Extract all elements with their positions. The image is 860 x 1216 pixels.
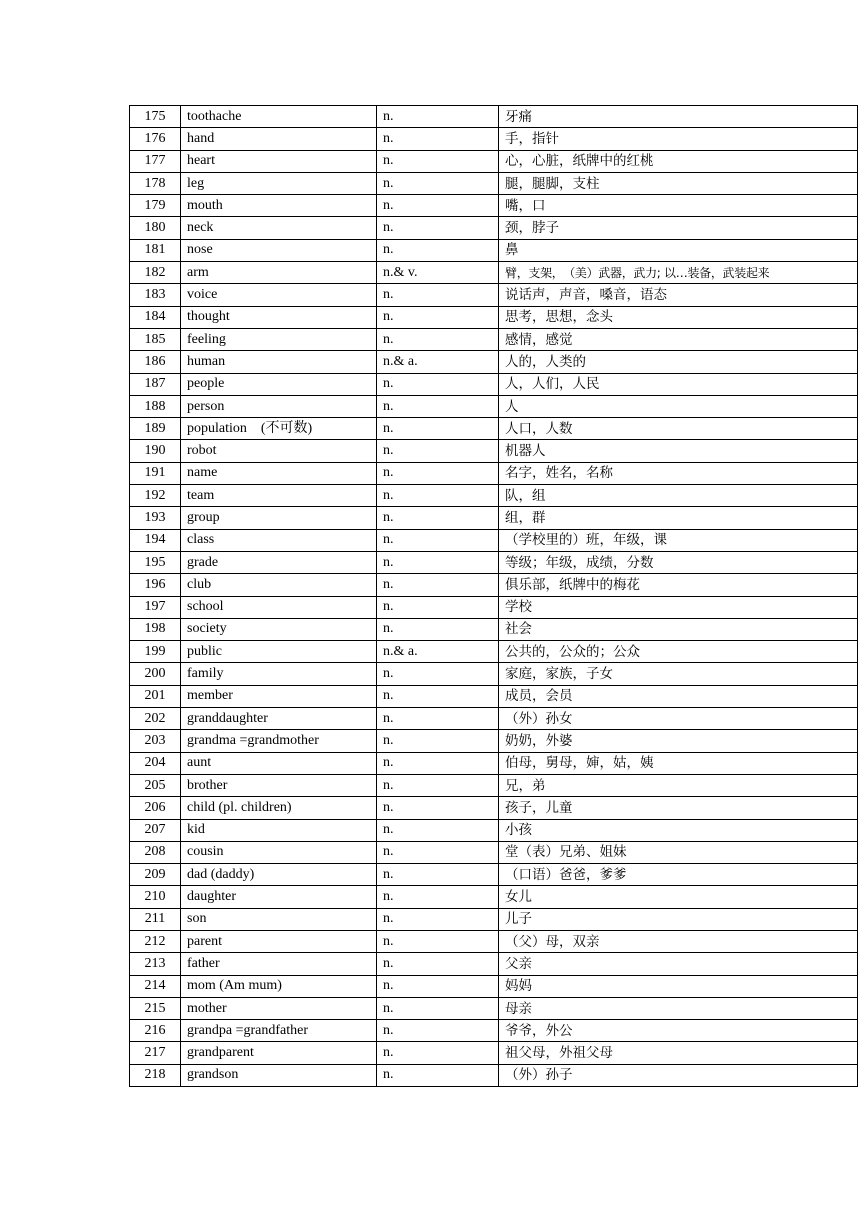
entry-part-of-speech: n. bbox=[377, 195, 499, 217]
entry-part-of-speech: n. bbox=[377, 172, 499, 194]
entry-number: 195 bbox=[130, 551, 181, 573]
entry-part-of-speech: n. bbox=[377, 1042, 499, 1064]
table-row bbox=[130, 306, 858, 328]
entry-meaning: 思考，思想，念头 bbox=[499, 306, 858, 328]
entry-word: robot bbox=[181, 440, 377, 462]
entry-number: 210 bbox=[130, 886, 181, 908]
entry-word: parent bbox=[181, 930, 377, 952]
entry-number: 206 bbox=[130, 797, 181, 819]
entry-part-of-speech: n. bbox=[377, 217, 499, 239]
entry-part-of-speech: n. bbox=[377, 284, 499, 306]
entry-meaning: 颈，脖子 bbox=[499, 217, 858, 239]
entry-number: 176 bbox=[130, 128, 181, 150]
entry-number: 181 bbox=[130, 239, 181, 261]
entry-word: population (不可数) bbox=[181, 418, 377, 440]
table-row bbox=[130, 128, 858, 150]
entry-number: 215 bbox=[130, 997, 181, 1019]
entry-meaning: 小孩 bbox=[499, 819, 858, 841]
vocabulary-table bbox=[129, 105, 858, 1087]
entry-part-of-speech: n. bbox=[377, 841, 499, 863]
entry-word: grandma =grandmother bbox=[181, 730, 377, 752]
entry-number: 213 bbox=[130, 953, 181, 975]
entry-part-of-speech: n. bbox=[377, 685, 499, 707]
entry-number: 207 bbox=[130, 819, 181, 841]
table-row bbox=[130, 284, 858, 306]
entry-word: public bbox=[181, 641, 377, 663]
entry-word: mom (Am mum) bbox=[181, 975, 377, 997]
table-row bbox=[130, 886, 858, 908]
entry-word: mother bbox=[181, 997, 377, 1019]
table-row bbox=[130, 864, 858, 886]
table-row bbox=[130, 908, 858, 930]
entry-number: 192 bbox=[130, 485, 181, 507]
entry-word: child (pl. children) bbox=[181, 797, 377, 819]
entry-word: neck bbox=[181, 217, 377, 239]
entry-meaning: 臂，支架， （美）武器，武力; 以…装备，武装起来 bbox=[499, 262, 858, 284]
entry-part-of-speech: n. bbox=[377, 574, 499, 596]
entry-number: 193 bbox=[130, 507, 181, 529]
entry-word: nose bbox=[181, 239, 377, 261]
entry-part-of-speech: n. bbox=[377, 819, 499, 841]
entry-number: 197 bbox=[130, 596, 181, 618]
entry-word: daughter bbox=[181, 886, 377, 908]
entry-part-of-speech: n. bbox=[377, 618, 499, 640]
entry-word: thought bbox=[181, 306, 377, 328]
entry-meaning: （外）孙子 bbox=[499, 1064, 858, 1086]
entry-meaning: 伯母，舅母，婶，姑，姨 bbox=[499, 752, 858, 774]
entry-part-of-speech: n. bbox=[377, 708, 499, 730]
entry-word: dad (daddy) bbox=[181, 864, 377, 886]
entry-number: 202 bbox=[130, 708, 181, 730]
table-row bbox=[130, 618, 858, 640]
entry-number: 201 bbox=[130, 685, 181, 707]
entry-meaning: 名字，姓名，名称 bbox=[499, 462, 858, 484]
entry-word: family bbox=[181, 663, 377, 685]
table-row bbox=[130, 395, 858, 417]
entry-word: cousin bbox=[181, 841, 377, 863]
table-row bbox=[130, 685, 858, 707]
entry-part-of-speech: n. bbox=[377, 418, 499, 440]
entry-number: 212 bbox=[130, 930, 181, 952]
entry-meaning: 人的，人类的 bbox=[499, 351, 858, 373]
entry-meaning: 人口，人数 bbox=[499, 418, 858, 440]
table-row bbox=[130, 819, 858, 841]
table-row bbox=[130, 841, 858, 863]
entry-part-of-speech: n. bbox=[377, 507, 499, 529]
entry-meaning: 家庭，家族，子女 bbox=[499, 663, 858, 685]
entry-meaning: 成员，会员 bbox=[499, 685, 858, 707]
entry-word: team bbox=[181, 485, 377, 507]
table-row bbox=[130, 930, 858, 952]
entry-number: 189 bbox=[130, 418, 181, 440]
table-row bbox=[130, 997, 858, 1019]
entry-word: aunt bbox=[181, 752, 377, 774]
entry-meaning: 堂（表）兄弟、姐妹 bbox=[499, 841, 858, 863]
table-row bbox=[130, 529, 858, 551]
entry-word: brother bbox=[181, 774, 377, 796]
entry-part-of-speech: n. bbox=[377, 106, 499, 128]
table-row bbox=[130, 150, 858, 172]
entry-part-of-speech: n. bbox=[377, 663, 499, 685]
entry-part-of-speech: n. bbox=[377, 953, 499, 975]
entry-meaning: 爷爷，外公 bbox=[499, 1020, 858, 1042]
entry-meaning: 说话声，声音，嗓音，语态 bbox=[499, 284, 858, 306]
entry-word: voice bbox=[181, 284, 377, 306]
entry-number: 200 bbox=[130, 663, 181, 685]
entry-word: arm bbox=[181, 262, 377, 284]
entry-meaning: 人，人们，人民 bbox=[499, 373, 858, 395]
entry-meaning: （父）母，双亲 bbox=[499, 930, 858, 952]
entry-meaning: 孩子，儿童 bbox=[499, 797, 858, 819]
entry-part-of-speech: n. bbox=[377, 596, 499, 618]
table-row bbox=[130, 1042, 858, 1064]
entry-number: 204 bbox=[130, 752, 181, 774]
entry-number: 184 bbox=[130, 306, 181, 328]
entry-meaning: 儿子 bbox=[499, 908, 858, 930]
entry-word: grandson bbox=[181, 1064, 377, 1086]
table-row bbox=[130, 1020, 858, 1042]
entry-part-of-speech: n. bbox=[377, 886, 499, 908]
entry-part-of-speech: n. bbox=[377, 128, 499, 150]
entry-number: 177 bbox=[130, 150, 181, 172]
table-row bbox=[130, 774, 858, 796]
entry-meaning: 祖父母，外祖父母 bbox=[499, 1042, 858, 1064]
entry-word: kid bbox=[181, 819, 377, 841]
entry-word: group bbox=[181, 507, 377, 529]
entry-meaning: 社会 bbox=[499, 618, 858, 640]
entry-word: school bbox=[181, 596, 377, 618]
table-row bbox=[130, 641, 858, 663]
entry-number: 217 bbox=[130, 1042, 181, 1064]
entry-number: 198 bbox=[130, 618, 181, 640]
entry-meaning: 组，群 bbox=[499, 507, 858, 529]
entry-number: 194 bbox=[130, 529, 181, 551]
entry-number: 216 bbox=[130, 1020, 181, 1042]
entry-meaning: 母亲 bbox=[499, 997, 858, 1019]
table-row bbox=[130, 195, 858, 217]
table-row bbox=[130, 172, 858, 194]
entry-word: son bbox=[181, 908, 377, 930]
entry-part-of-speech: n. bbox=[377, 730, 499, 752]
entry-meaning: 心，心脏，纸牌中的红桃 bbox=[499, 150, 858, 172]
entry-meaning: （学校里的）班，年级，课 bbox=[499, 529, 858, 551]
table-row bbox=[130, 351, 858, 373]
entry-number: 209 bbox=[130, 864, 181, 886]
entry-word: society bbox=[181, 618, 377, 640]
entry-word: human bbox=[181, 351, 377, 373]
table-row bbox=[130, 485, 858, 507]
entry-number: 214 bbox=[130, 975, 181, 997]
table-row bbox=[130, 462, 858, 484]
table-row bbox=[130, 373, 858, 395]
entry-word: person bbox=[181, 395, 377, 417]
table-row bbox=[130, 440, 858, 462]
table-row bbox=[130, 730, 858, 752]
entry-meaning: （外）孙女 bbox=[499, 708, 858, 730]
table-row bbox=[130, 217, 858, 239]
table-row bbox=[130, 551, 858, 573]
entry-word: class bbox=[181, 529, 377, 551]
entry-part-of-speech: n. bbox=[377, 373, 499, 395]
entry-word: hand bbox=[181, 128, 377, 150]
entry-meaning: 父亲 bbox=[499, 953, 858, 975]
entry-word: father bbox=[181, 953, 377, 975]
entry-word: member bbox=[181, 685, 377, 707]
vocabulary-table-body bbox=[130, 106, 858, 1087]
entry-part-of-speech: n. bbox=[377, 551, 499, 573]
entry-word: mouth bbox=[181, 195, 377, 217]
entry-part-of-speech: n. bbox=[377, 908, 499, 930]
entry-part-of-speech: n. bbox=[377, 1064, 499, 1086]
table-row bbox=[130, 574, 858, 596]
entry-part-of-speech: n. bbox=[377, 864, 499, 886]
entry-number: 196 bbox=[130, 574, 181, 596]
entry-part-of-speech: n.& a. bbox=[377, 351, 499, 373]
entry-number: 185 bbox=[130, 328, 181, 350]
table-row bbox=[130, 596, 858, 618]
entry-part-of-speech: n. bbox=[377, 239, 499, 261]
entry-part-of-speech: n. bbox=[377, 975, 499, 997]
entry-part-of-speech: n. bbox=[377, 306, 499, 328]
entry-meaning: 等级；年级，成绩，分数 bbox=[499, 551, 858, 573]
entry-meaning: 俱乐部，纸牌中的梅花 bbox=[499, 574, 858, 596]
entry-word: feeling bbox=[181, 328, 377, 350]
entry-number: 199 bbox=[130, 641, 181, 663]
entry-meaning: 学校 bbox=[499, 596, 858, 618]
entry-part-of-speech: n. bbox=[377, 395, 499, 417]
entry-word: grandpa =grandfather bbox=[181, 1020, 377, 1042]
entry-part-of-speech: n. bbox=[377, 797, 499, 819]
entry-number: 175 bbox=[130, 106, 181, 128]
table-row bbox=[130, 752, 858, 774]
entry-part-of-speech: n. bbox=[377, 328, 499, 350]
entry-number: 180 bbox=[130, 217, 181, 239]
table-row bbox=[130, 106, 858, 128]
entry-number: 182 bbox=[130, 262, 181, 284]
entry-meaning: 牙痛 bbox=[499, 106, 858, 128]
entry-part-of-speech: n. bbox=[377, 752, 499, 774]
entry-meaning: 妈妈 bbox=[499, 975, 858, 997]
entry-part-of-speech: n. bbox=[377, 774, 499, 796]
table-row bbox=[130, 1064, 858, 1086]
entry-part-of-speech: n. bbox=[377, 930, 499, 952]
entry-meaning: 手，指针 bbox=[499, 128, 858, 150]
entry-number: 205 bbox=[130, 774, 181, 796]
entry-meaning: 公共的，公众的；公众 bbox=[499, 641, 858, 663]
entry-meaning: 奶奶，外婆 bbox=[499, 730, 858, 752]
entry-number: 188 bbox=[130, 395, 181, 417]
entry-meaning: （口语）爸爸，爹爹 bbox=[499, 864, 858, 886]
entry-part-of-speech: n. bbox=[377, 150, 499, 172]
entry-meaning: 人 bbox=[499, 395, 858, 417]
entry-meaning: 嘴，口 bbox=[499, 195, 858, 217]
entry-meaning: 机器人 bbox=[499, 440, 858, 462]
table-row bbox=[130, 797, 858, 819]
entry-meaning: 女儿 bbox=[499, 886, 858, 908]
table-row bbox=[130, 663, 858, 685]
entry-word: granddaughter bbox=[181, 708, 377, 730]
entry-number: 211 bbox=[130, 908, 181, 930]
entry-number: 179 bbox=[130, 195, 181, 217]
entry-number: 187 bbox=[130, 373, 181, 395]
entry-part-of-speech: n. bbox=[377, 529, 499, 551]
entry-number: 218 bbox=[130, 1064, 181, 1086]
entry-meaning: 鼻 bbox=[499, 239, 858, 261]
table-row bbox=[130, 708, 858, 730]
entry-number: 203 bbox=[130, 730, 181, 752]
entry-word: name bbox=[181, 462, 377, 484]
entry-part-of-speech: n. bbox=[377, 440, 499, 462]
entry-part-of-speech: n.& a. bbox=[377, 641, 499, 663]
entry-part-of-speech: n. bbox=[377, 485, 499, 507]
entry-word: heart bbox=[181, 150, 377, 172]
entry-number: 190 bbox=[130, 440, 181, 462]
entry-meaning: 队，组 bbox=[499, 485, 858, 507]
entry-word: leg bbox=[181, 172, 377, 194]
entry-meaning: 腿，腿脚，支柱 bbox=[499, 172, 858, 194]
entry-word: people bbox=[181, 373, 377, 395]
table-row bbox=[130, 507, 858, 529]
table-row bbox=[130, 975, 858, 997]
table-row bbox=[130, 328, 858, 350]
entry-number: 178 bbox=[130, 172, 181, 194]
entry-part-of-speech: n.& v. bbox=[377, 262, 499, 284]
entry-word: grade bbox=[181, 551, 377, 573]
entry-number: 186 bbox=[130, 351, 181, 373]
entry-word: grandparent bbox=[181, 1042, 377, 1064]
entry-word: club bbox=[181, 574, 377, 596]
entry-number: 208 bbox=[130, 841, 181, 863]
entry-number: 191 bbox=[130, 462, 181, 484]
table-row bbox=[130, 239, 858, 261]
entry-part-of-speech: n. bbox=[377, 1020, 499, 1042]
entry-part-of-speech: n. bbox=[377, 997, 499, 1019]
table-row bbox=[130, 418, 858, 440]
entry-meaning: 感情，感觉 bbox=[499, 328, 858, 350]
entry-meaning: 兄，弟 bbox=[499, 774, 858, 796]
table-row bbox=[130, 262, 858, 284]
entry-word: toothache bbox=[181, 106, 377, 128]
entry-number: 183 bbox=[130, 284, 181, 306]
table-row bbox=[130, 953, 858, 975]
entry-part-of-speech: n. bbox=[377, 462, 499, 484]
